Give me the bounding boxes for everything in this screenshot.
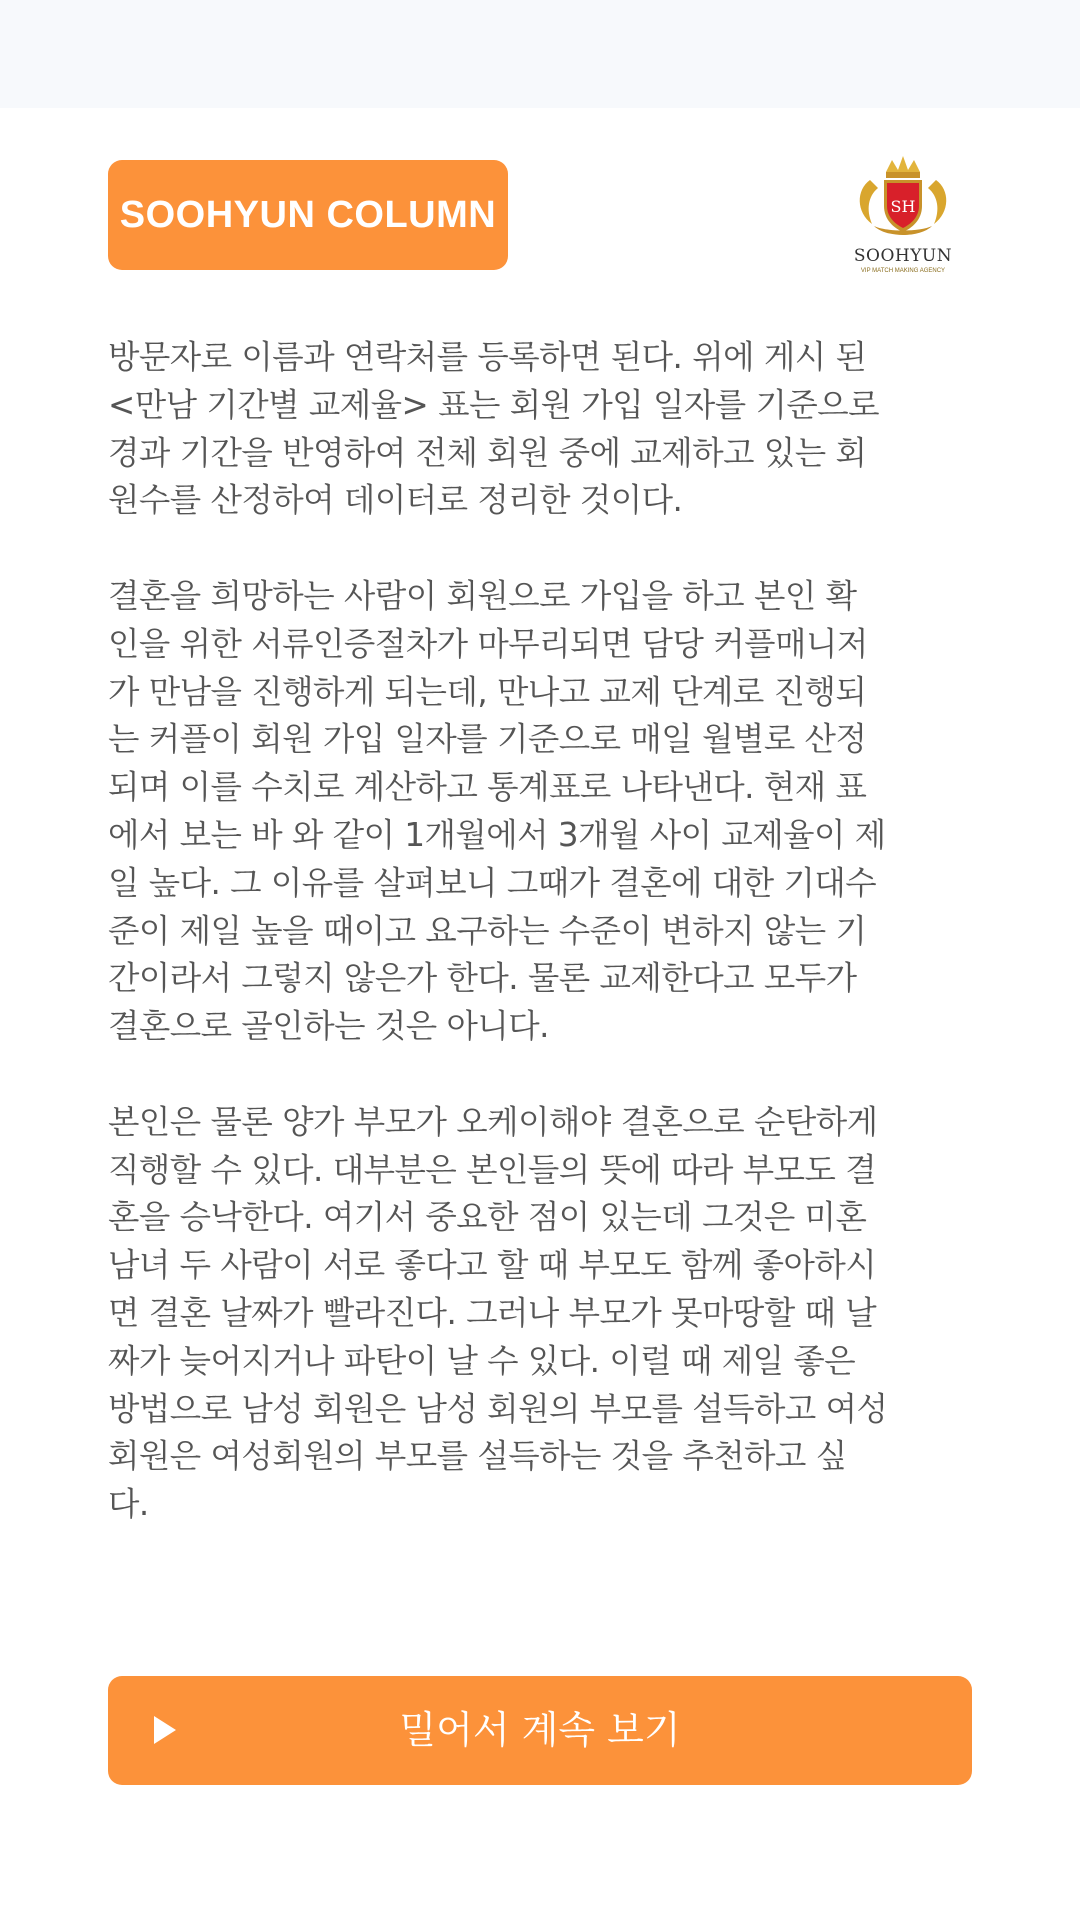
logo-tagline: VIP MATCH MAKING AGENCY [860,268,946,274]
article-line: 원수를 산정하여 데이터로 정리한 것이다. [108,481,683,520]
article-line: 방법으로 남성 회원은 남성 회원의 부모를 설득하고 여성 [108,1389,888,1428]
crest-icon [848,150,958,246]
article-line: 일 높다. 그 이유를 살펴보니 그때가 결혼에 대한 기대수 [108,863,877,902]
article-paragraph [108,334,978,525]
article-line: 경과 기간을 반영하여 전체 회원 중에 교제하고 있는 회 [108,433,867,472]
article-line: 에서 보는 바 와 같이 1개월에서 3개월 사이 교제율이 제 [108,815,886,854]
article-line: <만남 기간별 교제율> 표는 회원 가입 일자를 기준으로 [108,385,880,424]
article-line: 결혼을 희망하는 사람이 회원으로 가입을 하고 본인 확 [108,576,857,615]
logo-monogram: SH [890,197,916,216]
article-paragraph [108,573,978,1051]
article-line: 면 결혼 날짜가 빨라진다. 그러나 부모가 못마땅할 때 날 [108,1293,877,1332]
article-line: 다. [108,1485,149,1524]
article-line: 직행할 수 있다. 대부분은 본인들의 뜻에 따라 부모도 결 [108,1150,877,1189]
logo-wordmark: SOOHYUN [853,246,953,266]
article-paragraph [108,1099,978,1529]
article-line: 방문자로 이름과 연락처를 등록하면 된다. 위에 게시 된 [108,338,867,376]
article-line: 결혼으로 골인하는 것은 아니다. [108,1007,549,1046]
article-line: 간이라서 그렇지 않은가 한다. 물론 교제한다고 모두가 [108,959,857,998]
article-line: 가 만남을 진행하게 되는데, 만나고 교제 단계로 진행되 [108,672,867,711]
article-line: 짜가 늦어지거나 파탄이 날 수 있다. 이럴 때 제일 좋은 [108,1341,856,1380]
article-line: 남녀 두 사람이 서로 좋다고 할 때 부모도 함께 좋아하시 [108,1246,877,1285]
article-line: 본인은 물론 양가 부모가 오케이해야 결혼으로 순탄하게 [108,1102,878,1141]
continue-reading-label: 밀어서 계속 보기 [399,1708,681,1752]
article-line: 혼을 승낙한다. 여기서 중요한 점이 있는데 그것은 미혼 [108,1198,867,1237]
top-band [0,0,1080,108]
column-badge-label: SOOHYUN COLUMN [119,193,497,236]
column-badge [108,160,508,270]
continue-reading-button[interactable] [108,1676,972,1785]
article-line: 준이 제일 높을 때이고 요구하는 수준이 변하지 않는 기 [108,911,867,950]
article-body [108,334,978,1577]
article-line: 되며 이를 수치로 계산하고 통계표로 나타낸다. 현재 표 [108,768,867,807]
article-line: 는 커플이 회원 가입 일자를 기준으로 매일 월별로 산정 [108,720,867,759]
article-line: 회원은 여성회원의 부모를 설득하는 것을 추천하고 싶 [108,1437,847,1476]
article-line: 인을 위한 서류인증절차가 마무리되면 담당 커플매니저 [108,624,868,663]
soohyun-logo [848,150,958,280]
